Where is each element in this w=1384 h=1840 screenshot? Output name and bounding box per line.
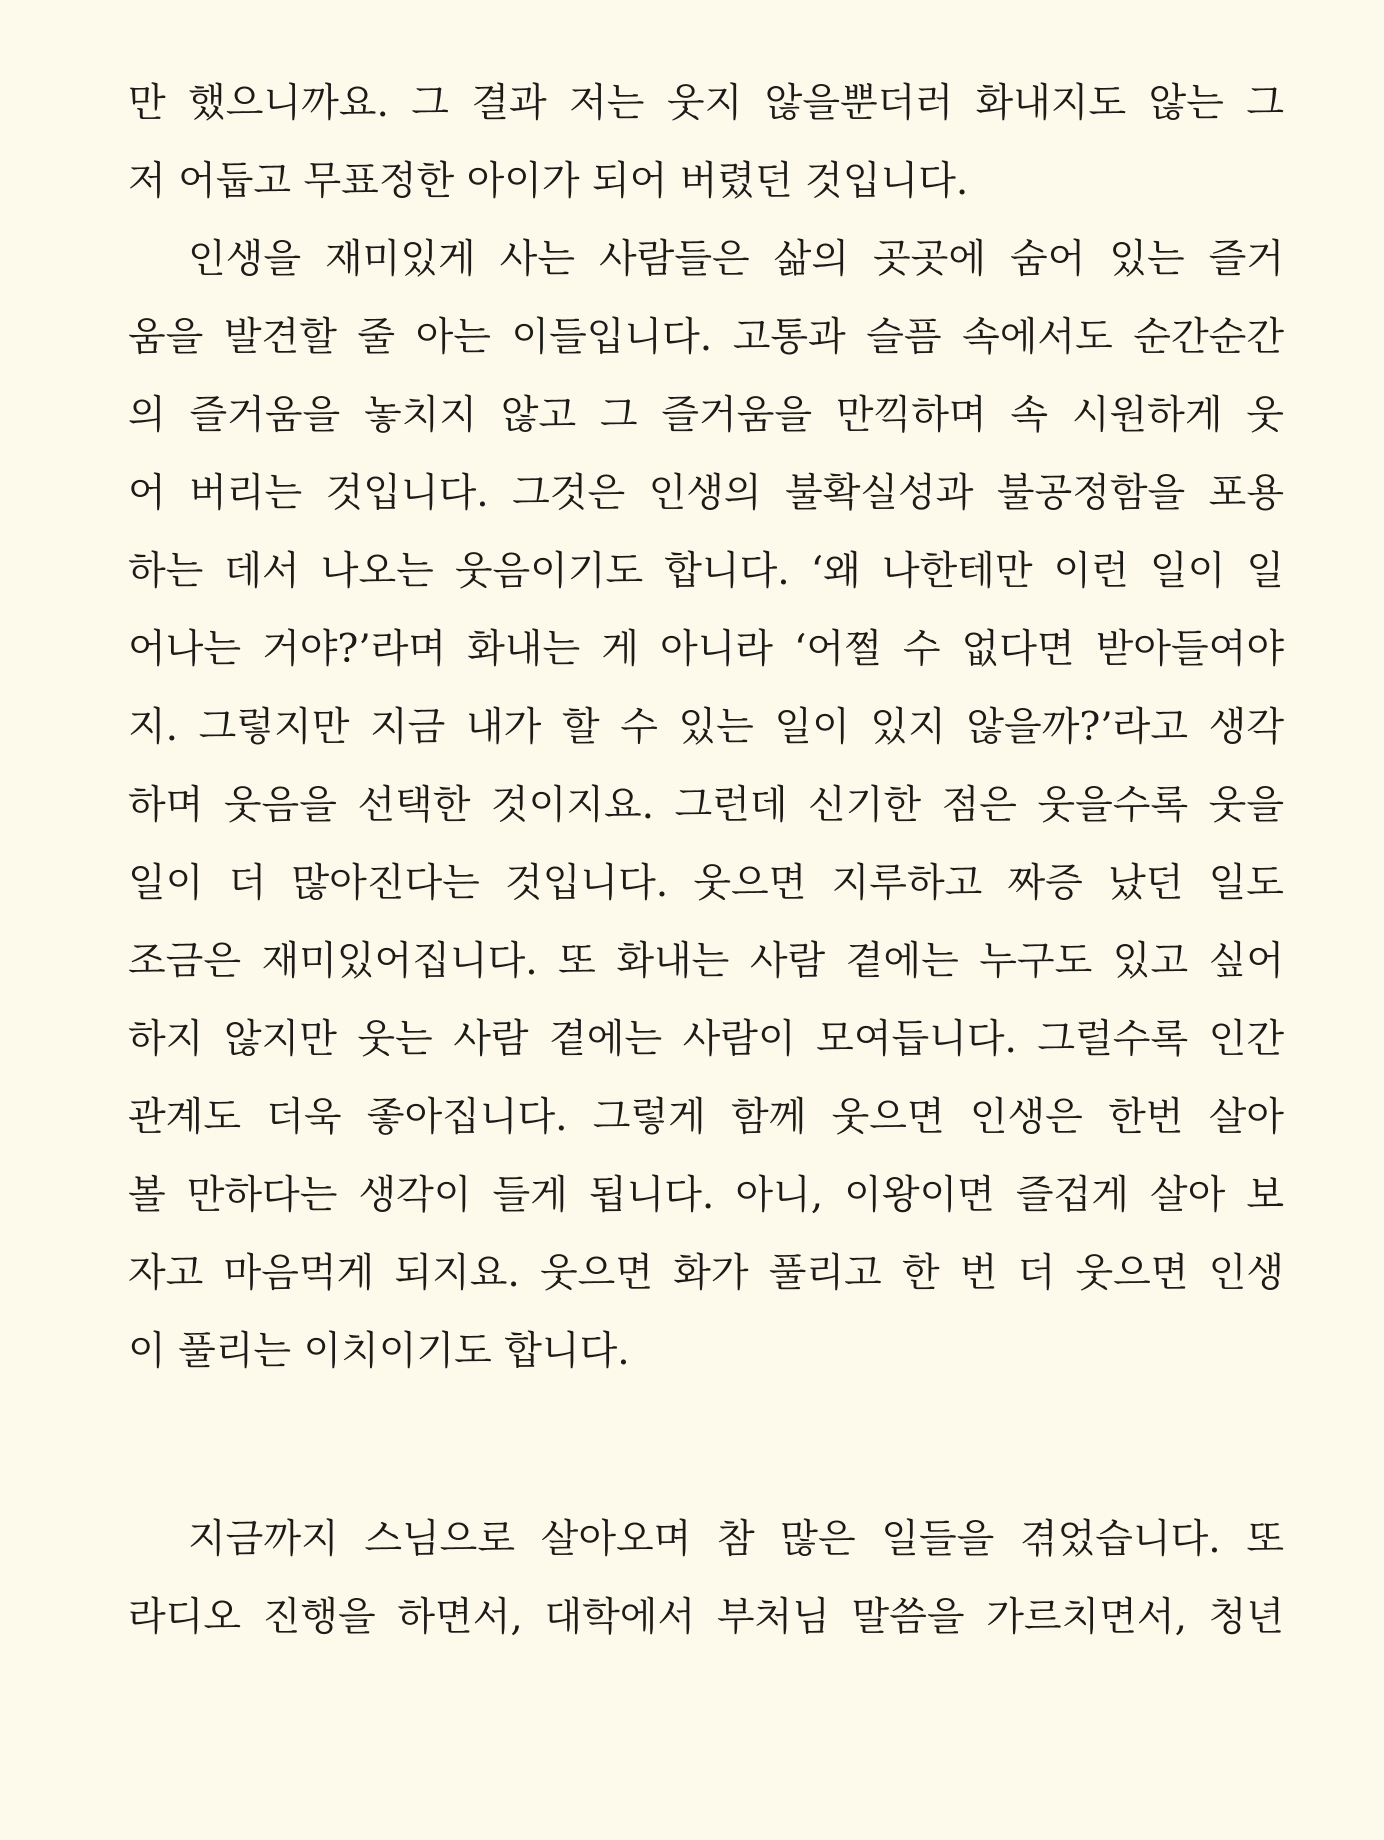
text-line: 하며 웃음을 선택한 것이지요. 그런데 신기한 점은 웃을수록 웃을 — [128, 783, 1284, 828]
text-line: 어 버리는 것입니다. 그것은 인생의 불확실성과 불공정함을 포용 — [128, 471, 1284, 516]
text-line: 하지 않지만 웃는 사람 곁에는 사람이 모여듭니다. 그럴수록 인간 — [128, 1017, 1284, 1062]
text-line: 움을 발견할 줄 아는 이들입니다. 고통과 슬픔 속에서도 순간순간 — [128, 315, 1284, 360]
text-line: 지. 그렇지만 지금 내가 할 수 있는 일이 있지 않을까?’라고 생각 — [128, 705, 1284, 750]
text-line: 인생을 재미있게 사는 사람들은 삶의 곳곳에 숨어 있는 즐거 — [188, 237, 1284, 282]
text-line: 이 풀리는 이치이기도 합니다. — [128, 1329, 630, 1374]
text-line: 볼 만하다는 생각이 들게 됩니다. 아니, 이왕이면 즐겁게 살아 보 — [128, 1173, 1284, 1218]
text-line: 어나는 거야?’라며 화내는 게 아니라 ‘어쩔 수 없다면 받아들여야 — [128, 627, 1284, 672]
text-line: 하는 데서 나오는 웃음이기도 합니다. ‘왜 나한테만 이런 일이 일 — [128, 549, 1284, 594]
text-line: 의 즐거움을 놓치지 않고 그 즐거움을 만끽하며 속 시원하게 웃 — [128, 393, 1284, 438]
text-line: 일이 더 많아진다는 것입니다. 웃으면 지루하고 짜증 났던 일도 — [128, 861, 1284, 906]
text-line: 저 어둡고 무표정한 아이가 되어 버렸던 것입니다. — [128, 159, 969, 204]
text-line: 관계도 더욱 좋아집니다. 그렇게 함께 웃으면 인생은 한번 살아 — [128, 1095, 1284, 1140]
text-line: 조금은 재미있어집니다. 또 화내는 사람 곁에는 누구도 있고 싶어 — [128, 939, 1284, 984]
text-line: 만 했으니까요. 그 결과 저는 웃지 않을뿐더러 화내지도 않는 그 — [128, 81, 1284, 126]
text-line: 지금까지 스님으로 살아오며 참 많은 일들을 겪었습니다. 또 — [188, 1517, 1284, 1562]
text-line: 자고 마음먹게 되지요. 웃으면 화가 풀리고 한 번 더 웃으면 인생 — [128, 1251, 1284, 1296]
text-line: 라디오 진행을 하면서, 대학에서 부처님 말씀을 가르치면서, 청년 — [128, 1595, 1284, 1640]
